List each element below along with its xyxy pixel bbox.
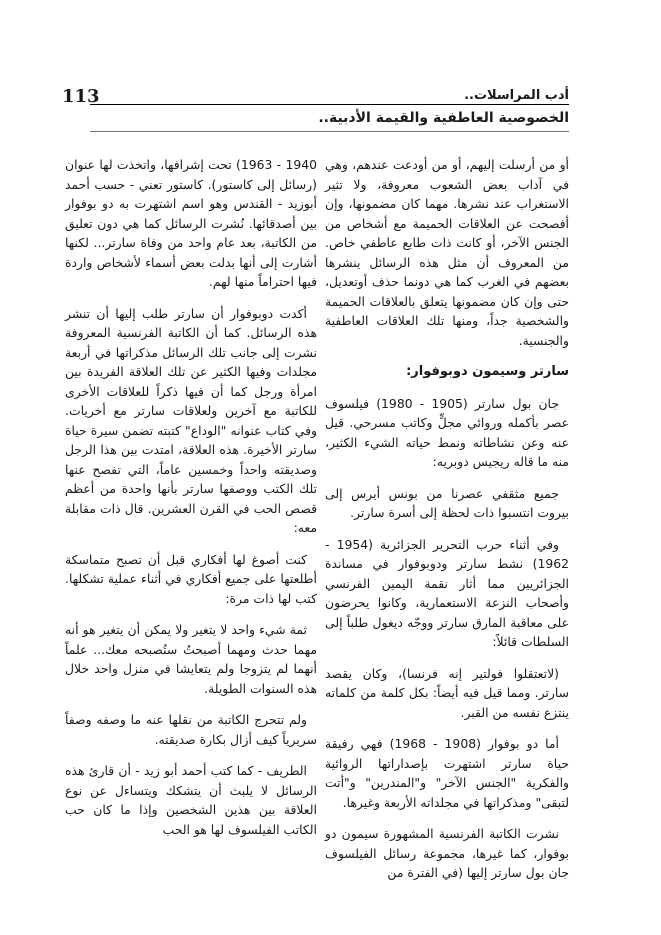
section-subheading: سارتر وسيمون دوبوفوار: [406, 364, 569, 379]
paragraph: 1940 - 1963) تحت إشرافها، واتخذت لها عنوان (رسائل إلى كاستور). كاستور تعني - حسب أحمد أبوزيد - القندس وهو اسم اشتهرت به دو بوفوار بين أصدقائها. نُشرت الرسائل كما هي دون تعليق من الكاتبة، بعد عام واحد من وفاة سارتر... لكنها أشارت إلى أنها بدلت بعض أسماء لأشخاص واردة فيها احتراماً منها لهم. [65, 157, 317, 289]
quote-paragraph: ثمة شيء واحد لا يتغير ولا يمكن أن يتغير هو أنه مهما حدث ومهما أصبحتُ ستُصبحه معك... علماً أنهما لم يتزوجا ولم يتعايشا في منزل واحد خلال هذه السنوات الطويلة. [65, 622, 317, 696]
quote-paragraph: جميع مثقفي عصرنا من بونس أيرس إلى بيروت انتسبوا ذات لحظة إلى أسرة سارتر. [325, 485, 569, 520]
header-rule [90, 104, 569, 105]
paragraph: وفي أثناء حرب التحرير الجزائرية (1954 - 1962) نشط سارتر ودوبوفوار في مساندة الجزائريين مما أثار نقمة اليمين الفرنسي وأصحاب النزعة الاستعمارية، وكانوا يحرضون على معاقبة المارق سارتر ووجّه ديغول طلباً إلى السلطات قائلاً: [325, 536, 569, 649]
paragraph: جان بول سارتر (1905 - 1980) فيلسوف عصر بأكمله وروائي مجلٍّ وكاتب مسرحي. قيل عنه وعن نشاطاته ونمط حياته الشيء الكثير، منه ما قاله ريجيس دوبريه: [325, 395, 569, 469]
text-column-right [325, 155, 569, 895]
paragraph: أما دو بوفوار (1908 - 1968) فهي رفيقة حياة سارتر اشتهرت بإصداراتها الروائية والفكرية "الجنس الآخر" و"المندرين" و"أتت لتبقى" ومذكراتها في مجلداته الأربعة وغيرها. [325, 736, 569, 810]
paragraph: أو من أرسلت إليهم، أو من أودعت عندهم، وهي في آداب بعض الشعوب معروفة، ولا تثير الاستغراب عند نشرها. مهما كان مضمونها، وإن أفصحت عن العلاقات الحميمة مع أشخاص من الجنس الآخر، أو كانت ذات طابع عاطفي خاص. من المعروف أن مثل هذه الرسائل ينشرها بعضهم في الغرب كما هي دونما حذف أوتعديل، حتى وإن كان مضمونها يتعلق بالعلاقات الحميمة والشخصية جداً، ومنها تلك العلاقات العاطفية والجنسية. [325, 157, 569, 348]
paragraph: الطريف - كما كتب أحمد أبو زيد - أن قارئ هذه الرسائل لا يلبث أن يتشكك ويتساءل عن نوع العلاقة بين هذين الشخصين وإذا ما كان حب الكاتب الفيلسوف لها هو الحب [65, 763, 317, 837]
paragraph: أكدت دوبوفوار أن سارتر طلب إليها أن تنشر هذه الرسائل. كما أن الكاتبة الفرنسية المعروفة نشرت إلى جانب تلك الرسائل مذكراتها في أربعة مجلدات وفيها الكثير عن تلك العلاقة الفريدة بين امرأة ورجل كما أن فيها ذكراً للعلاقات الأخرى للكاتبة مع آخرين ولعلاقات سارتر مع أخريات. وفي كتاب عنوانه "الوداع" كتبته تضمن سيرة حياة سارتر الأخيرة. هذه العلاقة، امتدت بين هذا الرجل وصديقته واحداً وخمسين عاماً، التي تفصح عنها تلك الكتب ووصفها سارتر بأنها واحدة من أعظم قصص الحب في القرن العشرين. قال ذات مقابلة معه: [65, 305, 317, 535]
quote-paragraph: كنت أصوغ لها أفكاري قبل أن تصبح متماسكة أطلعتها على جميع أفكاري في أثناء عملية تشكلها. كتب لها ذات مرة: [65, 551, 317, 606]
running-header-section: أدب المراسلات.. [464, 88, 569, 103]
paragraph: نشرت الكاتبة الفرنسية المشهورة سيمون دو بوفوار، كما غيرها، مجموعة رسائل الفيلسوف جان بول سارتر إليها (في الفترة من [325, 826, 569, 880]
text-column-left [65, 155, 317, 851]
paragraph: ولم تتحرج الكاتبة من نقلها عنه ما وصفه وصفاً سريرياً كيف أزال بكارة صديقته. [65, 712, 317, 747]
page-number: 113 [62, 86, 100, 107]
running-header-title: الخصوصية العاطفية والقيمة الأدبية.. [318, 110, 569, 126]
quote-paragraph: (لاتعتقلوا فولتير إنه فرنسا)، وكان يقصد سارتر. ومما قيل فيه أيضاً: بكل كلمة من كلماته ينتزع نفسه من القبر. [325, 665, 569, 720]
header-sub-rule [90, 131, 569, 132]
